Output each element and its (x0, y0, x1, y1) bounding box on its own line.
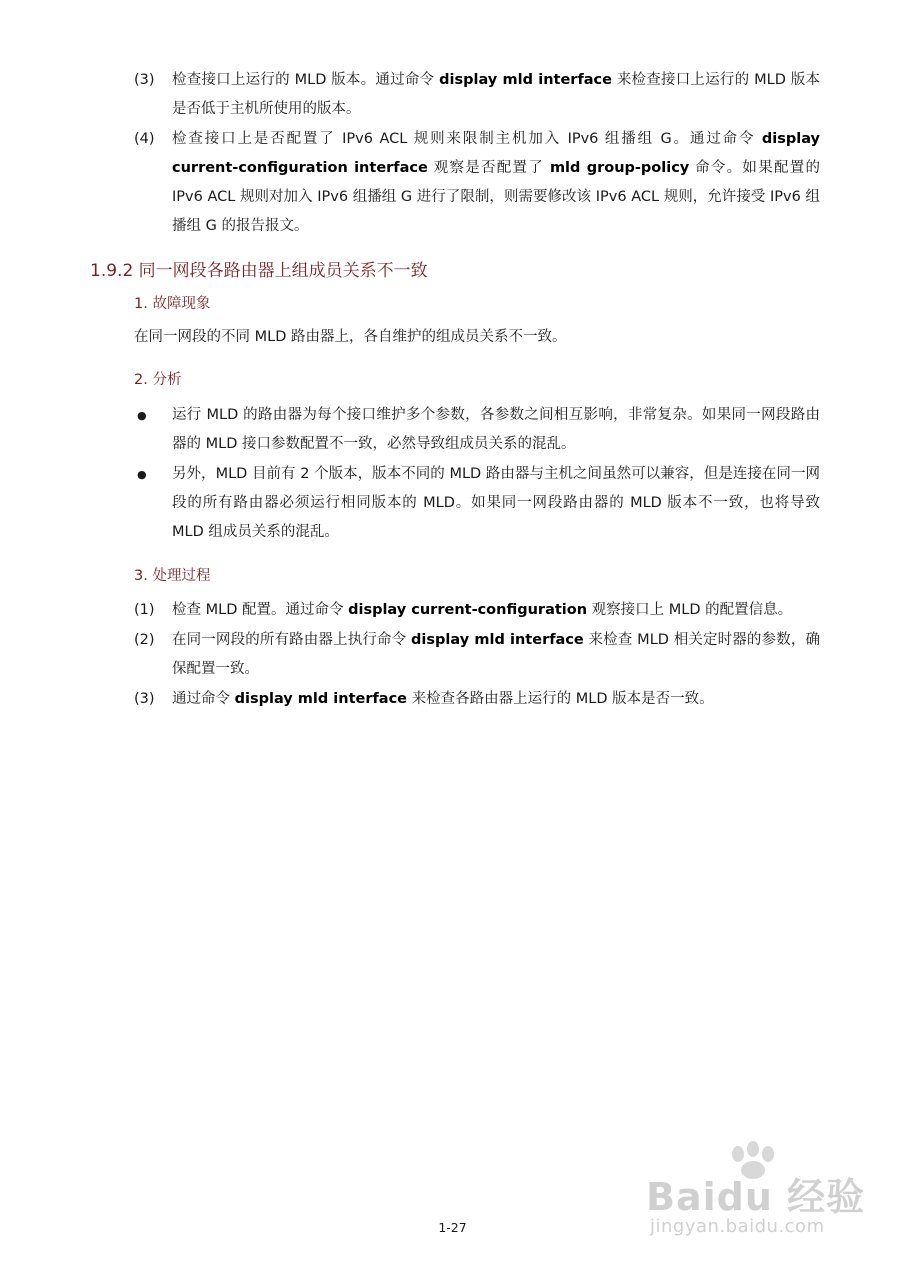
symptom-paragraph: 在同一网段的不同 MLD 路由器上，各自维护的组成员关系不一致。 (134, 329, 567, 345)
item-number: (3) (134, 691, 155, 707)
item-text: 检查 MLD 配置。通过命令 display current-configuration 观察接口上 MLD 的配置信息。 (172, 602, 793, 618)
numbered-item (134, 626, 820, 684)
bullet-item (134, 460, 820, 547)
bullet-item (134, 401, 820, 459)
item-number: (1) (134, 602, 155, 618)
item-number: (4) (134, 131, 155, 147)
bullet-dot: ● (137, 409, 147, 422)
bullet-dot: ● (137, 468, 147, 481)
baidu-watermark (640, 1140, 870, 1250)
item-text: 检查接口上运行的 MLD 版本。通过命令 display mld interface 来检查接口上运行的 MLD 版本是否低于主机所使用的版本。 (172, 72, 820, 117)
item-number: (2) (134, 632, 155, 648)
subheading-analysis: 2. 分析 (134, 372, 182, 388)
section-heading: 1.9.2 同一网段各路由器上组成员关系不一致 (90, 261, 428, 281)
subheading-process: 3. 处理过程 (134, 568, 211, 584)
numbered-item (134, 596, 820, 625)
subheading-symptom: 1. 故障现象 (134, 296, 211, 312)
bullet-text: 另外，MLD 目前有 2 个版本，版本不同的 MLD 路由器与主机之间虽然可以兼容，但是连接在同一网段的所有路由器必须运行相同版本的 MLD。如果同一网段路由器的 MLD 版本不一致，也将导致 MLD 组成员关系的混乱。 (172, 466, 820, 540)
bullet-text: 运行 MLD 的路由器为每个接口维护多个参数，各参数之间相互影响，非常复杂。如果同一网段路由器的 MLD 接口参数配置不一致，必然导致组成员关系的混乱。 (172, 407, 820, 452)
page-number: 1-27 (438, 1220, 467, 1235)
watermark-brand: Baidu 经验 (646, 1175, 866, 1219)
numbered-item (134, 685, 820, 714)
item-number: (3) (134, 72, 155, 88)
numbered-item (134, 66, 820, 124)
numbered-item (134, 125, 820, 241)
item-text: 在同一网段的所有路由器上执行命令 display mld interface 来检查 MLD 相关定时器的参数，确保配置一致。 (172, 632, 820, 677)
watermark-url: jingyan.baidu.com (650, 1216, 825, 1237)
item-text: 检查接口上是否配置了 IPv6 ACL 规则来限制主机加入 IPv6 组播组 G。通过命令 display current-configuration interface 观察是否配置了 mld group-policy 命令。如果配置的 IPv6 ACL 规则对加入 IPv6 组播组 G 进行了限制，则需要修改该 IPv6 ACL 规则，允许接受 IPv6 组播组 G 的报告报文。 (172, 131, 820, 234)
item-text: 通过命令 display mld interface 来检查各路由器上运行的 MLD 版本是否一致。 (172, 691, 714, 707)
